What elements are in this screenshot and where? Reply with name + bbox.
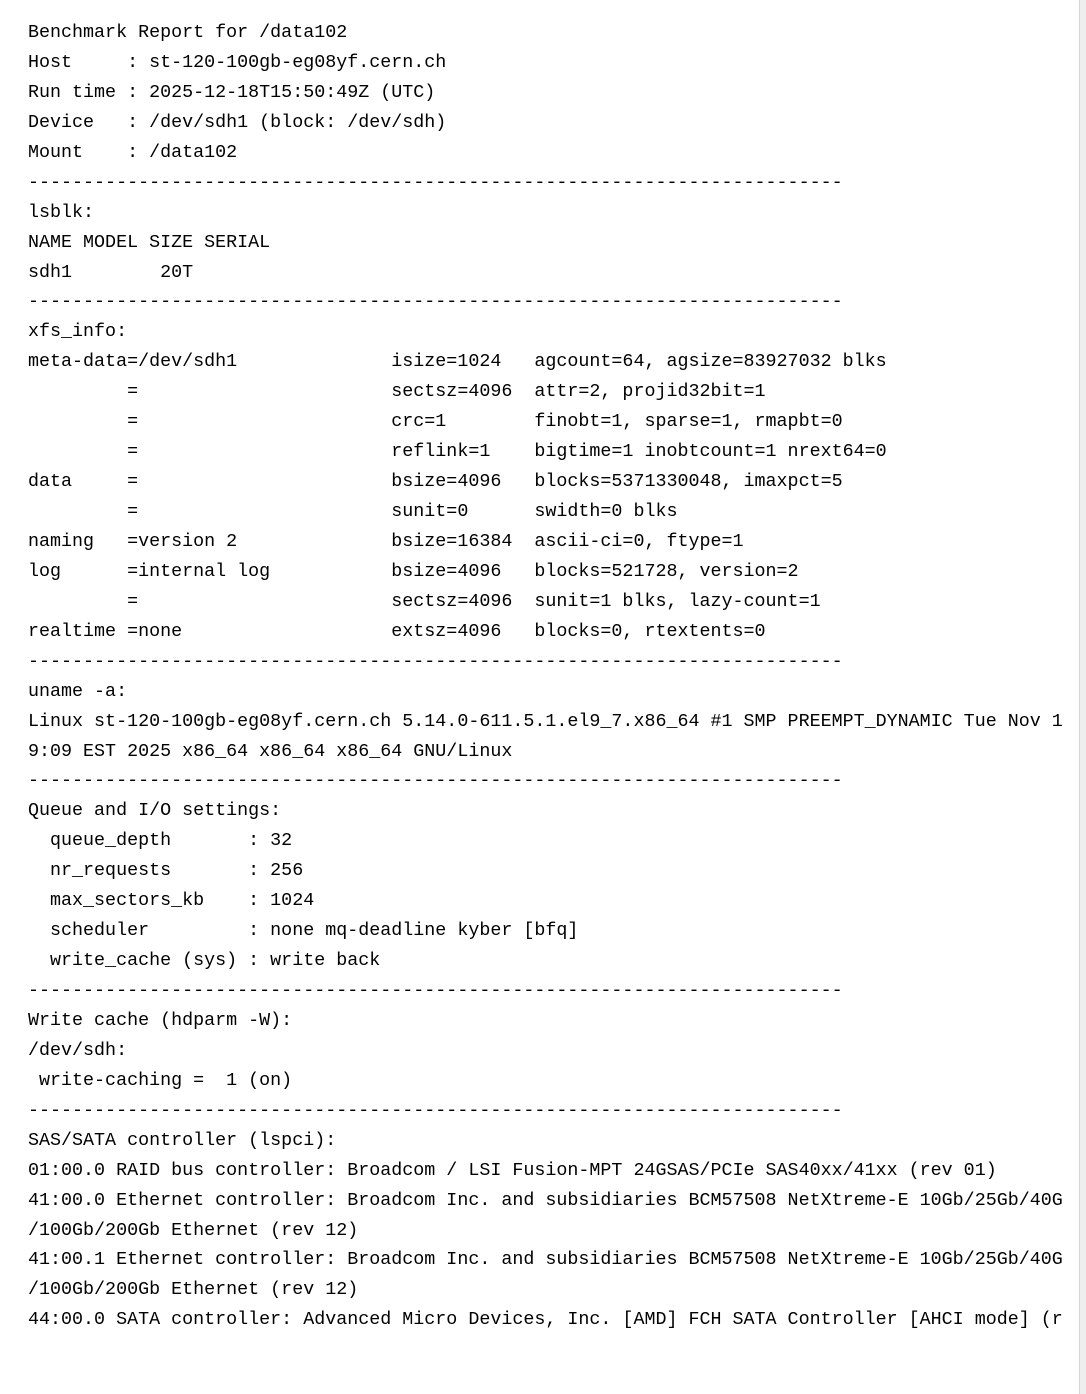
- report-line: write-caching = 1 (on): [28, 1069, 293, 1091]
- report-line: data = bsize=4096 blocks=5371330048, imaxpct=5: [28, 471, 843, 493]
- report-line: nr_requests : 256: [28, 860, 304, 882]
- report-line: uname -a:: [28, 680, 128, 702]
- separator-line: --------------------------------------------------------------------------: [28, 1099, 843, 1121]
- report-line: 01:00.0 RAID bus controller: Broadcom / LSI Fusion-MPT 24GSAS/PCIe SAS40xx/41xx (rev 01): [28, 1159, 997, 1181]
- report-line: write_cache (sys) : write back: [28, 950, 381, 972]
- report-line: Mount : /data102: [28, 141, 238, 163]
- separator-line: --------------------------------------------------------------------------: [28, 770, 843, 792]
- report-line: lsblk:: [28, 201, 95, 223]
- report-line: = crc=1 finobt=1, sparse=1, rmapbt=0: [28, 411, 843, 433]
- report-line: NAME MODEL SIZE SERIAL: [28, 231, 271, 253]
- report-line: Linux st-120-100gb-eg08yf.cern.ch 5.14.0-611.5.1.el9_7.x86_64 #1 SMP PREEMPT_DYNAMIC Tue Nov 1: [28, 710, 1063, 732]
- report-line: 41:00.0 Ethernet controller: Broadcom Inc. and subsidiaries BCM57508 NetXtreme-E 10Gb/25Gb/40G: [28, 1189, 1063, 1211]
- report-line: xfs_info:: [28, 321, 128, 343]
- separator-line: --------------------------------------------------------------------------: [28, 291, 843, 313]
- report-line: meta-data=/dev/sdh1 isize=1024 agcount=64, agsize=83927032 blks: [28, 351, 887, 373]
- report-line: /100Gb/200Gb Ethernet (rev 12): [28, 1279, 359, 1301]
- report-line: queue_depth : 32: [28, 830, 293, 852]
- report-line: = sectsz=4096 attr=2, projid32bit=1: [28, 381, 766, 403]
- report-line: Queue and I/O settings:: [28, 800, 282, 822]
- report-line: /100Gb/200Gb Ethernet (rev 12): [28, 1219, 359, 1241]
- scrollbar[interactable]: [1079, 0, 1086, 1394]
- separator-line: --------------------------------------------------------------------------: [28, 980, 843, 1001]
- report-line: scheduler : none mq-deadline kyber [bfq]: [28, 920, 579, 942]
- report-line: sdh1 20T: [28, 261, 194, 283]
- report-line: Device : /dev/sdh1 (block: /dev/sdh): [28, 111, 447, 133]
- benchmark-report: [28, 18, 1086, 1335]
- report-line: = reflink=1 bigtime=1 inobtcount=1 nrext64=0: [28, 441, 887, 463]
- report-line: Host : st-120-100gb-eg08yf.cern.ch: [28, 51, 447, 73]
- report-line: = sectsz=4096 sunit=1 blks, lazy-count=1: [28, 590, 821, 612]
- report-line: max_sectors_kb : 1024: [28, 890, 315, 912]
- report-line: realtime =none extsz=4096 blocks=0, rtextents=0: [28, 620, 766, 642]
- report-line: /dev/sdh:: [28, 1039, 128, 1061]
- report-line: Benchmark Report for /data102: [28, 22, 348, 43]
- report-line: Write cache (hdparm -W):: [28, 1009, 293, 1031]
- report-line: naming =version 2 bsize=16384 ascii-ci=0, ftype=1: [28, 530, 744, 552]
- report-line: SAS/SATA controller (lspci):: [28, 1129, 337, 1151]
- report-line: = sunit=0 swidth=0 blks: [28, 501, 678, 522]
- report-line: 44:00.0 SATA controller: Advanced Micro Devices, Inc. [AMD] FCH SATA Controller [AHCI mode] (r: [28, 1309, 1063, 1331]
- report-line: 41:00.1 Ethernet controller: Broadcom Inc. and subsidiaries BCM57508 NetXtreme-E 10Gb/25Gb/40G: [28, 1249, 1063, 1271]
- report-line: 9:09 EST 2025 x86_64 x86_64 x86_64 GNU/Linux: [28, 740, 513, 762]
- report-line: Run time : 2025-12-18T15:50:49Z (UTC): [28, 81, 436, 103]
- separator-line: --------------------------------------------------------------------------: [28, 171, 843, 193]
- separator-line: --------------------------------------------------------------------------: [28, 650, 843, 672]
- report-line: log =internal log bsize=4096 blocks=521728, version=2: [28, 560, 799, 582]
